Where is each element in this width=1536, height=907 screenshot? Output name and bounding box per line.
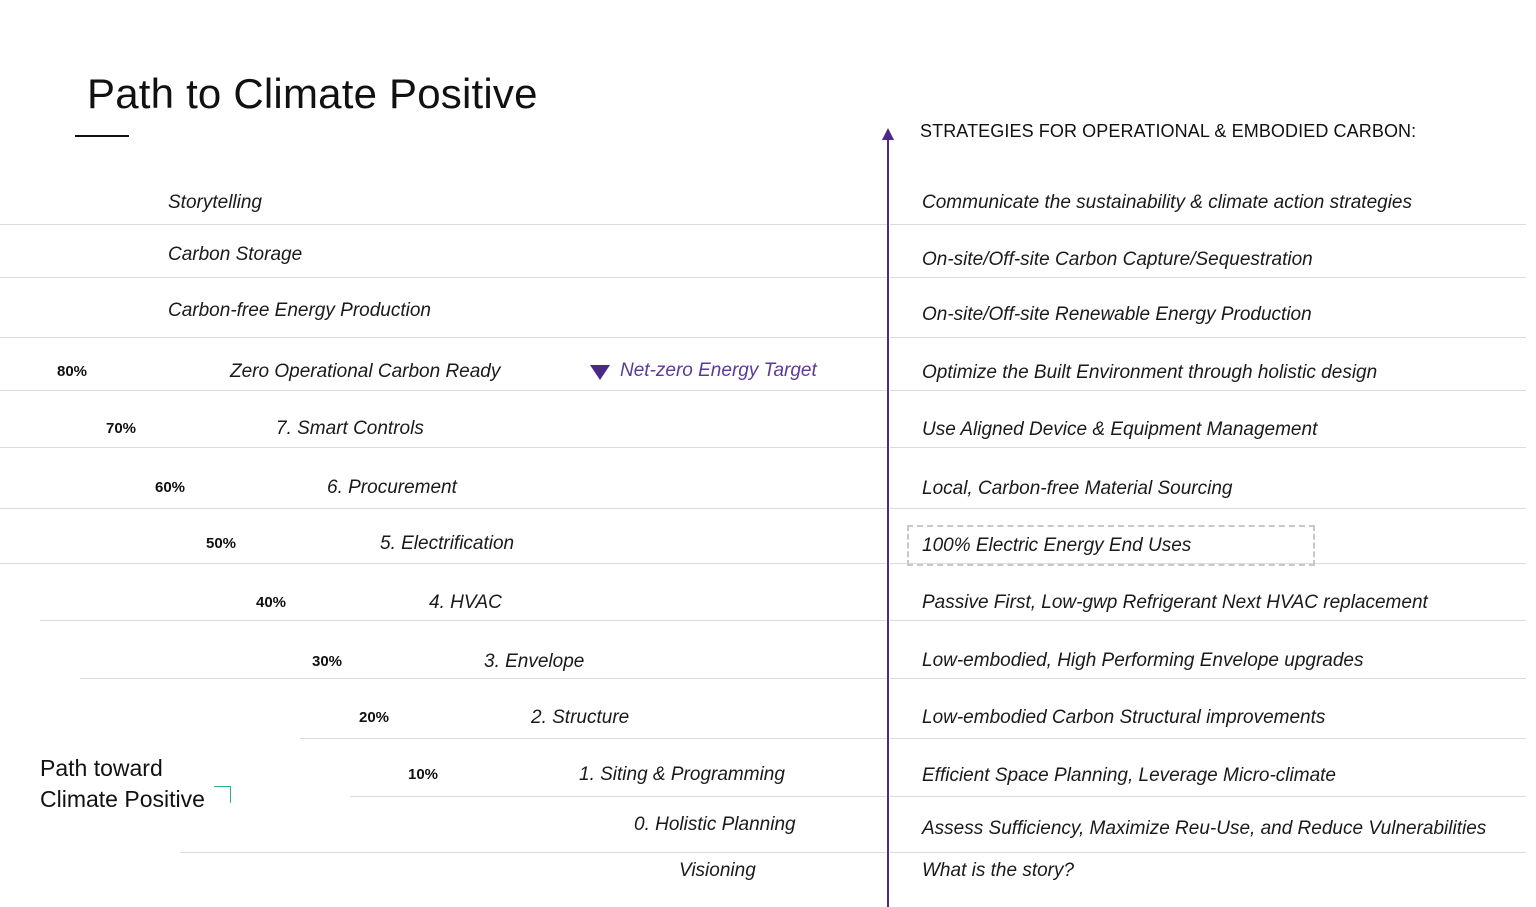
row-divider <box>180 852 887 853</box>
strategy-label: Low-embodied Carbon Structural improvements <box>922 707 1326 728</box>
strategies-heading: STRATEGIES FOR OPERATIONAL & EMBODIED CARBON: <box>920 121 1417 141</box>
row-divider <box>0 224 887 225</box>
step-label: Carbon Storage <box>168 244 303 265</box>
row-divider <box>0 508 887 509</box>
page-title: Path to Climate Positive <box>87 70 538 117</box>
row-divider <box>890 852 1526 853</box>
step-label: 2. Structure <box>531 707 630 728</box>
percent-label: 10% <box>408 766 439 783</box>
strategy-label: Assess Sufficiency, Maximize Reu-Use, and Reduce Vulnerabilities <box>922 818 1487 839</box>
row-divider <box>890 620 1526 621</box>
step-label: Storytelling <box>168 192 262 213</box>
row-divider <box>890 224 1526 225</box>
percent-label: 50% <box>206 535 237 552</box>
row-divider <box>0 337 887 338</box>
row-divider <box>890 678 1526 679</box>
row-divider <box>890 337 1526 338</box>
step-label: 4. HVAC <box>429 592 502 613</box>
step-label: 0. Holistic Planning <box>634 814 796 835</box>
path-label-line1: Path toward <box>40 755 163 781</box>
strategy-label: Local, Carbon-free Material Sourcing <box>922 478 1233 499</box>
row-divider <box>890 796 1526 797</box>
row-divider <box>890 447 1526 448</box>
strategy-label: On-site/Off-site Carbon Capture/Sequestration <box>922 249 1313 270</box>
strategy-label: Low-embodied, High Performing Envelope upgrades <box>922 650 1364 671</box>
strategy-label: Use Aligned Device & Equipment Management <box>922 419 1318 440</box>
step-label: Carbon-free Energy Production <box>168 300 431 321</box>
row-divider <box>890 390 1526 391</box>
row-divider <box>0 277 887 278</box>
row-divider <box>0 563 887 564</box>
strategy-label: On-site/Off-site Renewable Energy Production <box>922 304 1312 325</box>
strategy-label: Efficient Space Planning, Leverage Micro-climate <box>922 765 1336 786</box>
step-label: 3. Envelope <box>484 651 585 672</box>
title-underline <box>75 135 129 137</box>
strategy-label: 100% Electric Energy End Uses <box>922 535 1192 556</box>
net-zero-target-label: Net-zero Energy Target <box>620 360 817 381</box>
path-label <box>40 753 205 815</box>
row-divider <box>40 620 887 621</box>
triangle-down-icon <box>590 365 610 380</box>
percent-label: 80% <box>57 363 88 380</box>
strategy-label: What is the story? <box>922 860 1075 881</box>
corner-bracket-icon <box>214 786 231 803</box>
row-divider <box>350 796 887 797</box>
net-zero-target <box>590 360 817 382</box>
strategy-label: Communicate the sustainability & climate action strategies <box>922 192 1413 213</box>
percent-label: 70% <box>106 420 137 437</box>
highlight-box <box>907 525 1315 566</box>
step-label: Visioning <box>679 860 756 881</box>
step-label: 5. Electrification <box>380 533 515 554</box>
step-label: Zero Operational Carbon Ready <box>230 361 501 382</box>
row-divider <box>890 738 1526 739</box>
row-divider <box>890 508 1526 509</box>
step-label: 1. Siting & Programming <box>579 764 785 785</box>
path-label-line2: Climate Positive <box>40 786 205 812</box>
strategy-label: Passive First, Low-gwp Refrigerant Next HVAC replacement <box>922 592 1428 613</box>
row-divider <box>890 277 1526 278</box>
step-label: 7. Smart Controls <box>276 418 424 439</box>
row-divider <box>80 678 887 679</box>
step-label: 6. Procurement <box>327 477 457 498</box>
row-divider <box>300 738 887 739</box>
percent-label: 60% <box>155 479 186 496</box>
percent-label: 20% <box>359 709 390 726</box>
progress-axis <box>887 138 889 907</box>
percent-label: 40% <box>256 594 287 611</box>
strategy-label: Optimize the Built Environment through holistic design <box>922 362 1378 383</box>
row-divider <box>0 390 887 391</box>
percent-label: 30% <box>312 653 343 670</box>
row-divider <box>0 447 887 448</box>
